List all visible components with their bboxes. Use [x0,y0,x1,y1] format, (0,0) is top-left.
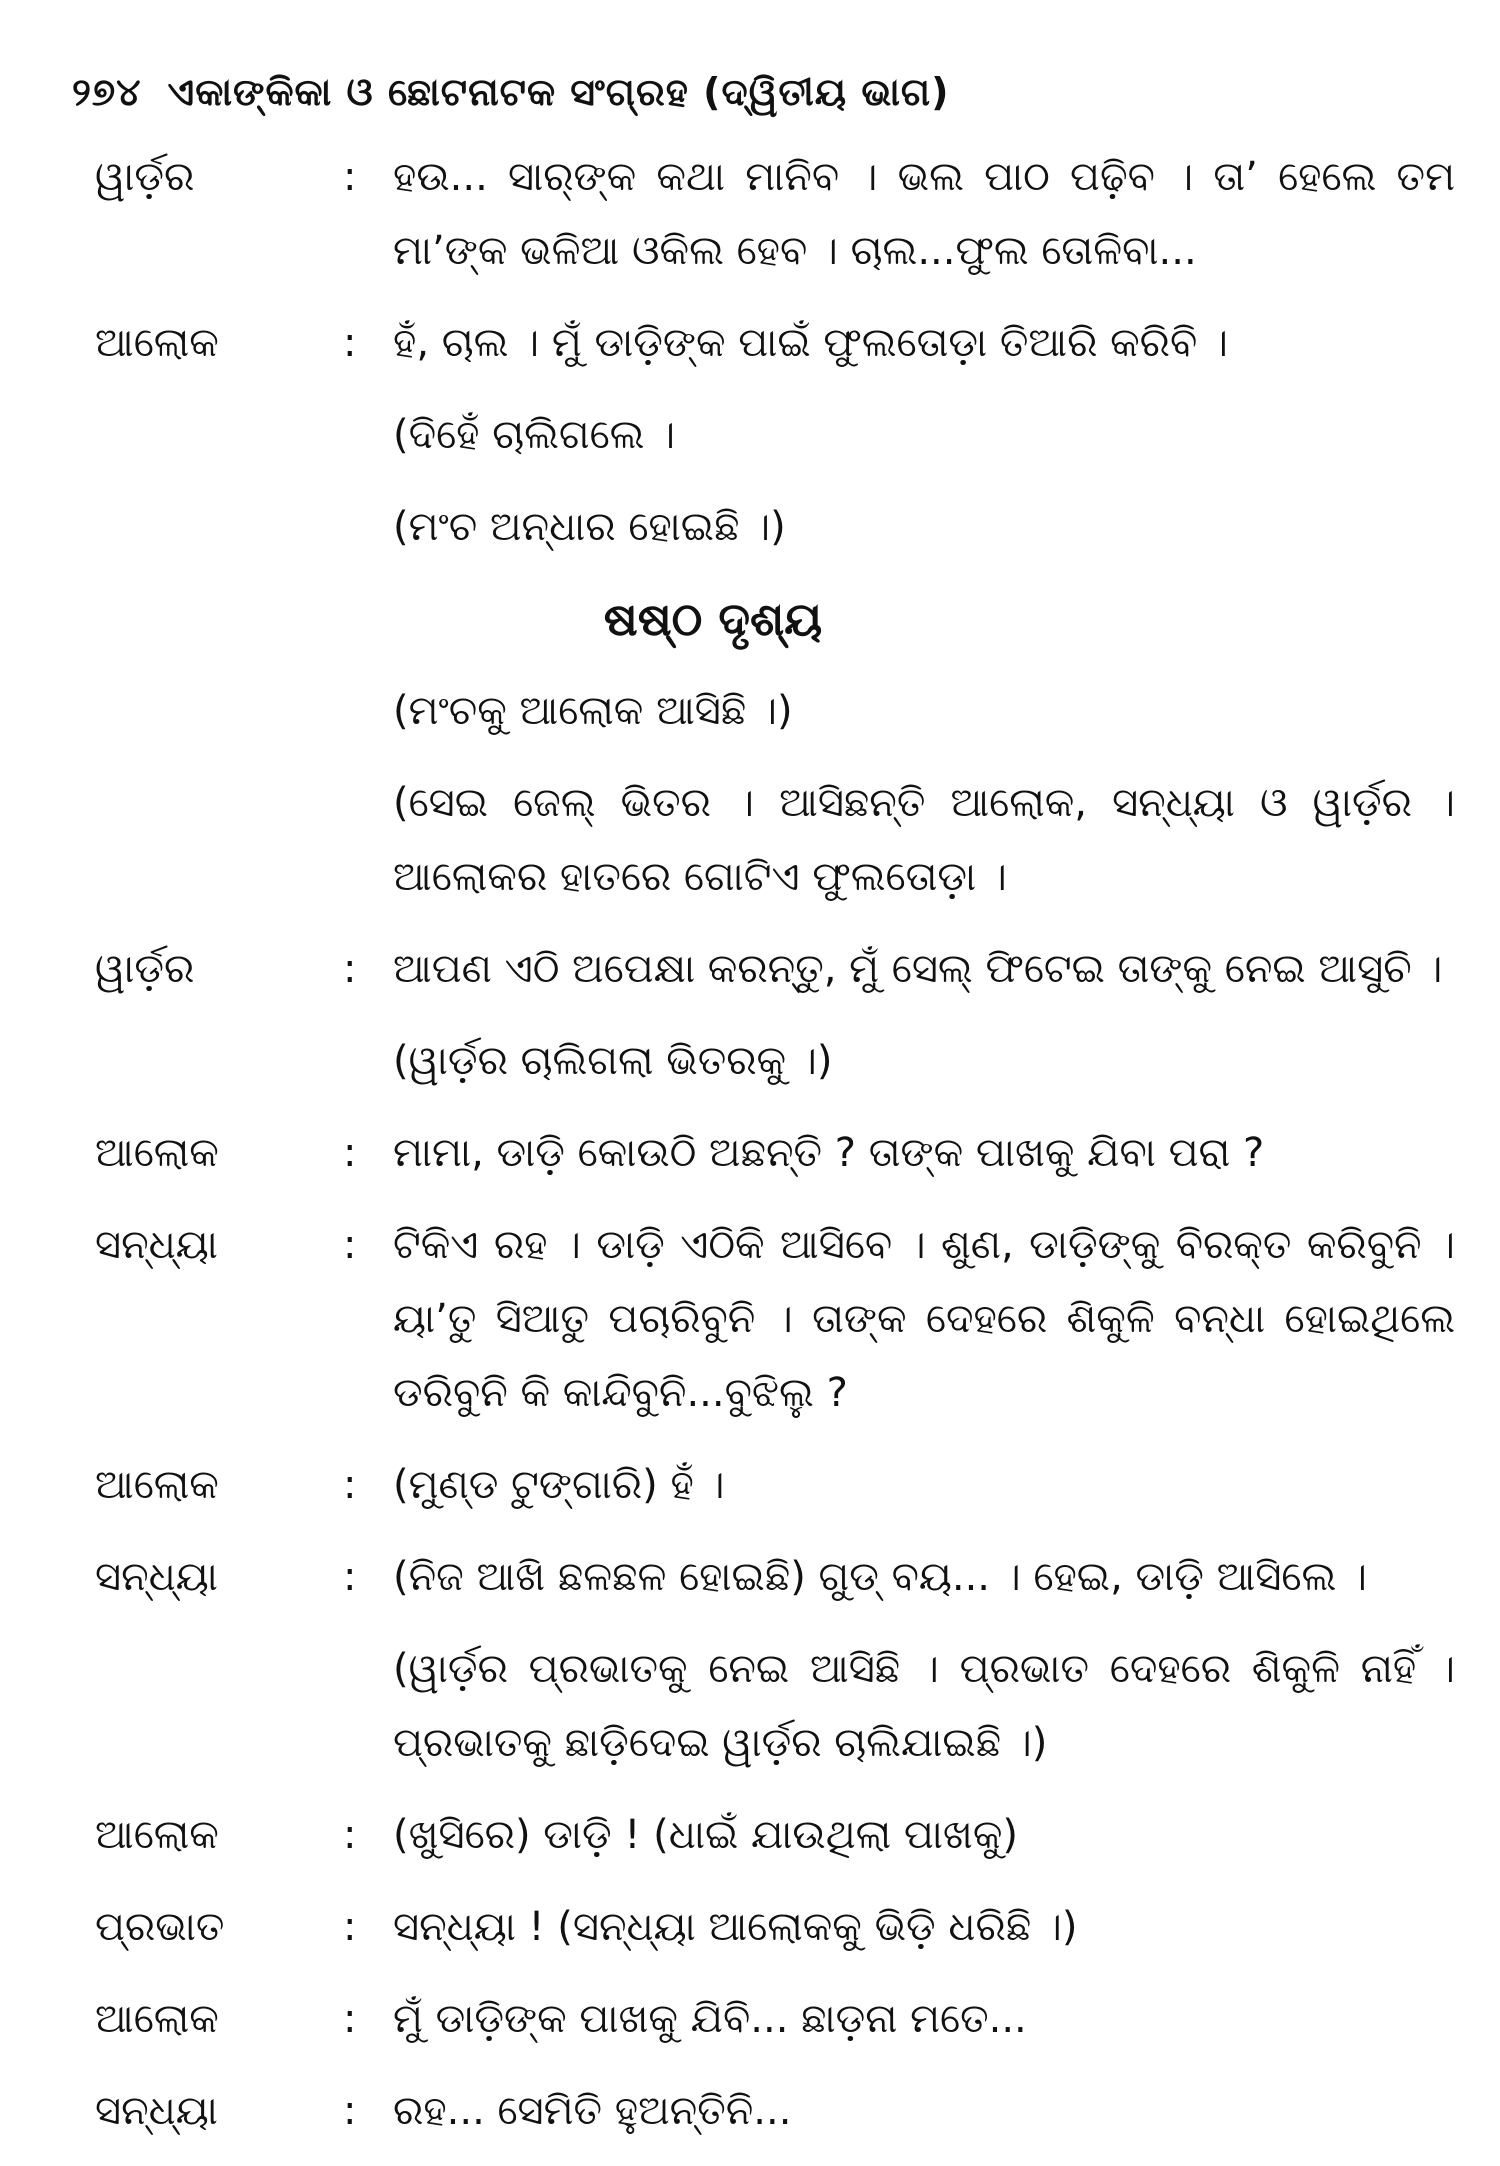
running-header [72,70,949,115]
speaker-colon: : [343,320,357,366]
book-title: ଏକାଙ୍କିକା ଓ ଛୋଟନାଟକ ସଂଗ୍ରହ (ଦ୍ୱିତୀୟ ଭାଗ) [167,70,950,114]
speaker-name: ଆଲୋକ [95,1812,219,1858]
speaker-colon: : [343,1996,357,2042]
dialogue-line [95,2074,1455,2148]
dialogue-line [95,932,1455,1006]
speech-text: ରହ... ସେମିତି ହୁଅନ୍ତିନି... [393,2088,792,2134]
speaker-name: ୱାର୍ଡ଼ର [95,154,195,200]
speaker-name: ୱାର୍ଡ଼ର [95,946,195,992]
speaker-colon: : [343,1812,357,1858]
speech-text: (ମୁଣ୍ଡ ଟୁଙ୍ଗାରି) ହଁ । [393,1462,725,1508]
speech-text: (ଖୁସିରେ) ଡାଡ଼ି ! (ଧାଇଁ ଯାଉଥିଲା ପାଖକୁ) [393,1812,1018,1858]
speaker-colon: : [343,2088,357,2134]
stage-direction: (ମଂଚକୁ ଆଲୋକ ଆସିଛି ।) [393,688,793,734]
dialogue-line [95,1208,1455,1430]
speech-text: ମୁଁ ଡାଡ଼ିଙ୍କ ପାଖକୁ ଯିବି... ଛାଡ଼ନା ମତେ... [393,1996,1027,2042]
speaker-colon: : [343,946,357,992]
speech-text: ମାମା, ଡାଡ଼ି କୋଉଠି ଅଛନ୍ତି ? ତାଙ୍କ ପାଖକୁ ଯିବା ପରା ? [393,1130,1265,1176]
speaker-name: ସନ୍ଧ୍ୟା [95,1222,218,1268]
speaker-name: ଆଲୋକ [95,1996,219,2042]
speaker-colon: : [343,154,357,200]
dialogue-line [95,1116,1455,1190]
scene-title: ଷଷ୍ଠ ଦୃଶ୍ୟ [603,592,823,646]
speaker-name: ସନ୍ଧ୍ୟା [95,2088,218,2134]
speech-text: (ନିଜ ଆଖି ଛଳଛଳ ହୋଇଛି) ଗୁଡ୍ ବୟ... । ହେଇ, ଡାଡ଼ି ଆସିଲେ । [393,1554,1367,1600]
speech-text: ଆପଣ ଏଠି ଅପେକ୍ଷା କରନ୍ତୁ, ମୁଁ ସେଲ୍ ଫିଟେଇ ତାଙ୍କୁ ନେଇ ଆସୁଚି । [393,946,1443,992]
dialogue-line [95,306,1455,380]
speech-text: ହଁ, ଚାଲ । ମୁଁ ଡାଡ଼ିଙ୍କ ପାଇଁ ଫୁଲତୋଡ଼ା ତିଆରି କରିବି । [393,320,1228,366]
speaker-colon: : [343,1222,357,1268]
speaker-name: ଆଲୋକ [95,1462,219,1508]
dialogue-line [95,1540,1455,1614]
speaker-name: ସନ୍ଧ୍ୟା [95,1554,218,1600]
dialogue-line [95,1982,1455,2056]
stage-direction: (ଦିହେଁ ଚାଲିଗଲେ । [393,412,676,458]
stage-direction: (ୱାର୍ଡ଼ର ଚାଲିଗଲା ଭିତରକୁ ।) [393,1038,833,1084]
speech-text: ସନ୍ଧ୍ୟା ! (ସନ୍ଧ୍ୟା ଆଲୋକକୁ ଭିଡ଼ି ଧରିଛି ।) [393,1904,1078,1950]
page-number: ୨୭୪ [72,70,142,114]
speech-text: ହଉ... ସାର୍‌ଙ୍କ କଥା ମାନିବ । ଭଲ ପାଠ ପଢ଼ିବ । ତା’ ହେଲେ ତମ ମା’ଙ୍କ ଭଳିଆ ଓକିଲ ହେବ । ଚାଲ...ଫୁଲ ତୋଳିବା... [393,154,1455,274]
stage-direction: (ୱାର୍ଡ଼ର ପ୍ରଭାତକୁ ନେଇ ଆସିଛି । ପ୍ରଭାତ ଦେହରେ ଶିକୁଳି ନାହିଁ । ପ୍ରଭାତକୁ ଛାଡ଼ିଦେଇ ୱାର୍ଡ଼ର ଚାଲିଯାଇଛି ।) [393,1646,1455,1766]
speech-text: ଟିକିଏ ରହ । ଡାଡ଼ି ଏଠିକି ଆସିବେ । ଶୁଣ, ଡାଡ଼ିଙ୍କୁ ବିରକ୍ତ କରିବୁନି । ୟା’ତୁ ସିଆତୁ ପଚାରିବୁନି । ତାଙ୍କ ଦେହରେ ଶିକୁଳି ବନ୍ଧା ହୋଇଥିଲେ ଡରିବୁନି କି କାନ୍ଦିବୁନି...ବୁଝିଲୁ ? [393,1222,1455,1416]
stage-direction: (ସେଇ ଜେଲ୍ ଭିତର । ଆସିଛନ୍ତି ଆଲୋକ, ସନ୍ଧ୍ୟା ଓ ୱାର୍ଡ଼ର । ଆଲୋକର ହାତରେ ଗୋଟିଏ ଫୁଲତୋଡ଼ା । [393,780,1455,900]
dialogue-line [95,1890,1455,1964]
dialogue-line [95,1448,1455,1522]
speaker-colon: : [343,1462,357,1508]
dialogue-line [95,1798,1455,1872]
speaker-name: ଆଲୋକ [95,320,219,366]
speaker-name: ପ୍ରଭାତ [95,1904,225,1950]
speaker-colon: : [343,1554,357,1600]
dialogue-body [95,140,1455,2166]
speaker-colon: : [343,1130,357,1176]
dialogue-line [95,140,1455,288]
speaker-colon: : [343,1904,357,1950]
speaker-name: ଆଲୋକ [95,1130,219,1176]
stage-direction: (ମଂଚ ଅନ୍ଧାର ହୋଇଛି ।) [393,504,786,550]
